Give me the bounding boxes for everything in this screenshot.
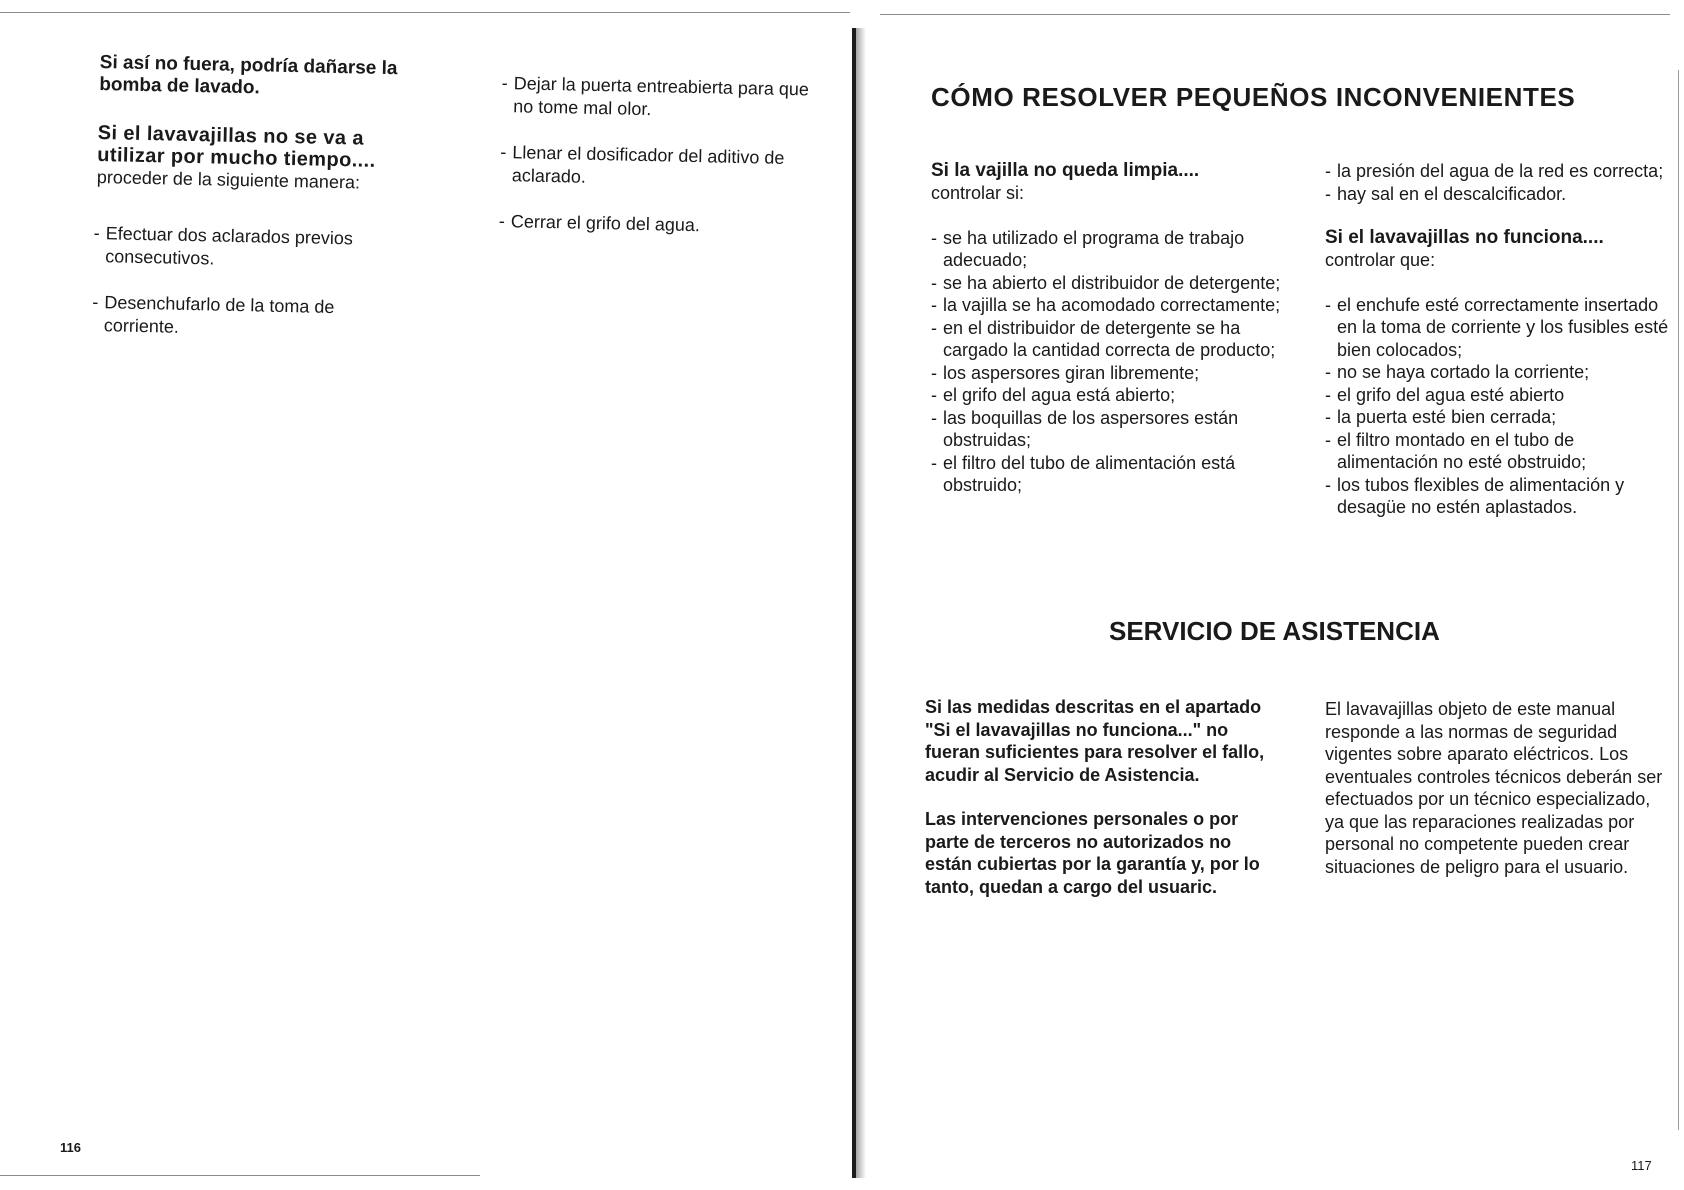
service-instructions: [925, 696, 1265, 898]
check-item: - en el distribuidor de detergente se ha cargado la cantidad correcta de producto;: [931, 317, 1291, 362]
not-working-checklist: [1325, 294, 1670, 519]
check-item: - el grifo del agua está abierto;: [931, 384, 1291, 407]
not-clean-heading: Si la vajilla no queda limpia....: [931, 160, 1200, 181]
service-para-2: Las intervenciones personales o por parte de terceros no autorizados no están cubiertas por la garantía y, por lo tanto, quedan a cargo del usuaric.: [925, 809, 1260, 897]
troubleshooting-title: CÓMO RESOLVER PEQUEÑOS INCONVENIENTES: [931, 82, 1576, 112]
check-item: - el filtro del tubo de alimentación está obstruido;: [931, 452, 1291, 497]
check-item: - la puerta esté bien cerrada;: [1325, 406, 1670, 429]
check-item: - no se haya cortado la corriente;: [1325, 361, 1670, 384]
storage-intro: proceder de la siguiente manera:: [96, 166, 361, 193]
not-clean-checklist-continued: [1325, 160, 1670, 205]
not-working-heading: Si el lavavajillas no funciona....: [1325, 227, 1604, 248]
not-clean-intro: controlar si:: [931, 183, 1025, 203]
page-number-left: 116: [60, 1140, 81, 1155]
check-item: - los aspersores giran libremente;: [931, 362, 1291, 385]
check-item: - las boquillas de los aspersores están obstruidas;: [931, 407, 1291, 452]
step-item: - Llenar el dosificador del aditivo de aclarado.: [500, 141, 831, 193]
check-item: - la presión del agua de la red es correcta;: [1325, 160, 1670, 183]
storage-section: [97, 122, 428, 195]
service-title: SERVICIO DE ASISTENCIA: [1109, 616, 1440, 646]
page-number-right: 117: [1631, 1158, 1652, 1173]
check-item: - la vajilla se ha acomodado correctamente;: [931, 294, 1291, 317]
check-item: - se ha utilizado el programa de trabajo adecuado;: [931, 227, 1291, 272]
storage-steps-col1: [92, 222, 394, 342]
right-column-checks: [1325, 160, 1670, 519]
not-working-intro: controlar que:: [1325, 250, 1436, 270]
check-item: - el filtro montado en el tubo de alimentación no esté obstruido;: [1325, 429, 1670, 474]
step-item: - Desenchufarlo de la toma de corriente.: [92, 291, 393, 342]
storage-steps-col2: [499, 72, 832, 239]
check-item: - hay sal en el descalcificador.: [1325, 183, 1670, 206]
check-item: - el enchufe esté correctamente insertado en la toma de corriente y los fusibles esté bien colocados;: [1325, 294, 1670, 362]
step-item: - Cerrar el grifo del agua.: [499, 210, 829, 239]
step-item: - Efectuar dos aclarados previos consecutivos.: [93, 222, 394, 273]
storage-heading: Si el lavavajillas no se va a utilizar por mucho tiempo....: [97, 122, 376, 172]
check-item: - el grifo del agua esté abierto: [1325, 384, 1670, 407]
service-para-1: Si las medidas descritas en el apartado "Si el lavavajillas no funciona..." no fueran suficientes para resolver el fallo, acudir al Servicio de Asistencia.: [925, 697, 1265, 785]
pump-warning: Si así no fuera, podría dañarse la bomba de lavado.: [99, 52, 398, 99]
check-item: - se ha abierto el distribuidor de detergente;: [931, 272, 1291, 295]
safety-statement: El lavavajillas objeto de este manual responde a las normas de seguridad vigentes sobre aparato eléctricos. Los eventuales controles técnicos deberán ser efectuados por un técnico especializado, ya que las reparaciones realizadas por personal no competente pueden crear situaciones de peligro para el usuario.: [1325, 699, 1663, 877]
step-item: - Dejar la puerta entreabierta para que no tome mal olor.: [501, 72, 832, 124]
not-clean-section: [931, 160, 1291, 497]
check-item: - los tubos flexibles de alimentación y desagüe no estén aplastados.: [1325, 474, 1670, 519]
right-page: [855, 0, 1684, 1190]
not-clean-checklist: [931, 227, 1291, 497]
